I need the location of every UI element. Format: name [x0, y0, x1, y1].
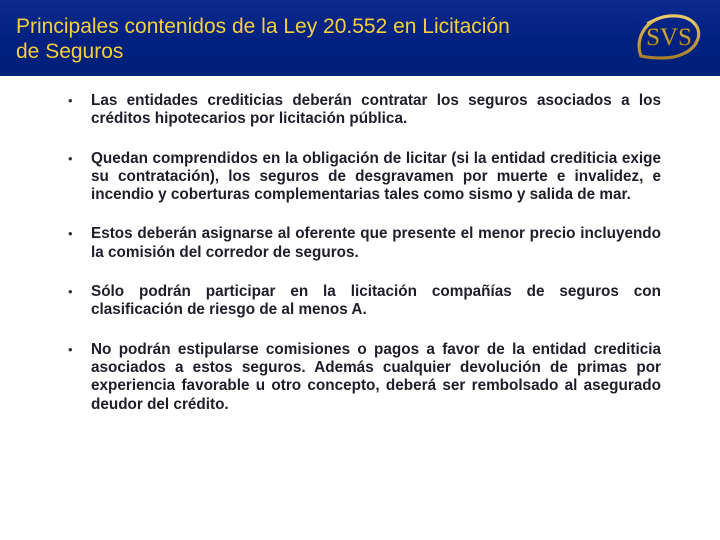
list-item [68, 283, 661, 320]
bullet-text: Las entidades crediticias deberán contratar los seguros asociados a los créditos hipotecarios por licitación pública. [91, 92, 661, 128]
bullet-text: No podrán estipularse comisiones o pagos a favor de la entidad crediticia asociados a estos seguros. Además cualquier devolución de primas por experiencia favorable u otro concepto, deberá ser rembolsado al asegurado deudor del crédito. [91, 340, 661, 413]
bullet-icon: • [68, 150, 73, 166]
page-title [16, 14, 626, 64]
title-line-2: de Seguros [16, 40, 124, 63]
bullet-icon: • [68, 93, 73, 108]
list-item [68, 225, 661, 262]
list-item [68, 150, 661, 205]
header-bar [0, 0, 720, 76]
list-item [68, 92, 661, 129]
bullet-text: Sólo podrán participar en la licitación compañías de seguros con clasificación de riesgo de al menos A. [91, 283, 661, 319]
bullet-icon: • [68, 284, 73, 300]
logo-text: SVS [646, 24, 692, 51]
bullet-text: Estos deberán asignarse al oferente que presente el menor precio incluyendo la comisión del corredor de seguros. [91, 225, 661, 261]
list-item [68, 341, 661, 414]
bullet-text: Quedan comprendidos en la obligación de licitar (si la entidad crediticia exige su contratación), los seguros de desgravamen por muerte e invalidez, e incendio y coberturas complementarias tales como sismo y salida de mar. [91, 149, 661, 204]
bullet-icon: • [68, 226, 73, 242]
bullet-icon: • [68, 341, 73, 357]
svs-logo [633, 11, 704, 61]
bullet-list [68, 92, 661, 435]
title-line-1: Principales contenidos de la Ley 20.552 en Licitación [16, 15, 510, 38]
